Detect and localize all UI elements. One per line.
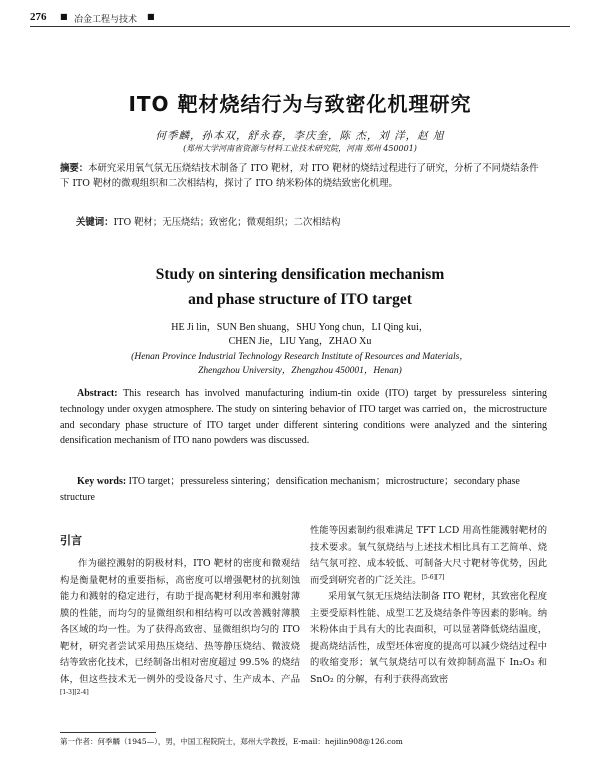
- page-number: 276: [30, 11, 47, 23]
- footnote-rule: [60, 732, 156, 733]
- english-keywords: [60, 474, 547, 506]
- english-title-line1: Study on sintering densification mechanism: [155, 266, 445, 283]
- left-citation-1: [1-3]: [60, 688, 75, 696]
- header-rule: [30, 26, 570, 27]
- body-left-paragraph: [60, 556, 300, 705]
- running-header: [30, 11, 570, 27]
- header-mark-right: ■: [147, 12, 155, 21]
- chinese-authors: 何季麟，孙本双，舒永春，李庆奎，陈 杰，刘 洋，赵 旭: [155, 130, 445, 142]
- left-citation-2: [2-4]: [74, 688, 89, 696]
- journal-name: 冶金工程与技术: [74, 15, 138, 25]
- right-citation-2: [7]: [435, 573, 445, 581]
- chinese-affiliation: (郑州大学河南省资源与材料工业技术研究院，河南 郑州 450001): [183, 144, 417, 153]
- english-abstract-label: Abstract:: [77, 388, 118, 399]
- body-right-column: [310, 523, 547, 688]
- footnote-author-info: 第一作者：何季麟（1945—），男，中国工程院院士，郑州大学教授，E-mail：hejilin908@126.com: [60, 737, 403, 746]
- chinese-keywords: [76, 214, 546, 228]
- left-paragraph-text: 作为磁控溅射的阴极材料，ITO 靶材的密度和微观结构是衡量靶材的重要指标，高密度可以增强靶材的抗刻蚀能力和溅射的稳定进行，有助于提高靶材利用率和溅射薄膜的性能，而均匀的显微组织和相结构可以改善溅射薄膜各区域的均一性。为了获得高致密、显微组织均匀的 ITO 靶材，研究者尝试采用热压烧结、热等静压烧结、微波烧结等致密化技术，已经制备出相对密度超过 99.5% 的烧结体，但这些技术无一例外的受设备尺寸、生产成本、产品: [60, 558, 300, 685]
- chinese-abstract: [60, 161, 545, 191]
- english-title: [0, 262, 600, 312]
- english-affiliation: [0, 350, 600, 378]
- header-mark-left: ■: [60, 12, 68, 21]
- chinese-title: ITO 靶材烧结行为与致密化机理研究: [128, 92, 472, 116]
- english-keywords-label: Key words:: [77, 476, 127, 487]
- chinese-abstract-text: 本研究采用氧气氛无压烧结技术制备了 ITO 靶材，对 ITO 靶材的烧结过程进行了研究，分析了不同烧结条件下 ITO 靶材的微观组织和二次相结构，探讨了 ITO 纳米粉体的烧结致密化机理。: [60, 163, 539, 189]
- english-authors: [0, 321, 600, 349]
- right-paragraph-1-text: 性能等因素制约很难满足 TFT LCD 用高性能溅射靶材的技术要求。氧气氛烧结与上述技术相比具有工艺简单、烧结气氛可控、成本较低、可制备大尺寸靶材等优势，因此而受到研究者的广泛关注。: [310, 525, 547, 586]
- english-affiliation-line1: (Henan Province Industrial Technology Research Institute of Resources and Materials，: [131, 352, 469, 362]
- body-right-paragraph-2: 采用氧气氛无压烧结法制备 ITO 靶材，其致密化程度主要受原料性能、成型工艺及烧结条件等因素的影响。纳米粉体由于具有大的比表面积，可以显著降低烧结温度，提高烧结活性，成型坯体密度的提高可以减少烧结过程中的收缩变形；氧气氛烧结可以有效抑制高温下 In₂O₃ 和 SnO₂ 的分解，有利于获得高致密: [310, 591, 547, 685]
- english-keywords-text: ITO target；pressureless sintering；densification mechanism；microstructure；secondary phase structure: [60, 476, 520, 503]
- chinese-keywords-label: 关键词：: [76, 217, 114, 228]
- body-left-column: [60, 556, 300, 705]
- english-abstract-text: This research has involved manufacturing indium-tin oxide (ITO) target by pressureless sintering technology under oxygen atmosphere. The study on sintering behavior of ITO target was carried on，the microstructure and secondary phase structure of ITO target under different sintering conditions were analyzed and the sintering densification mechanism of ITO nano powders was discussed.: [60, 388, 547, 447]
- english-title-line2: and phase structure of ITO target: [188, 291, 412, 308]
- chinese-abstract-label: 摘要：: [60, 163, 89, 174]
- english-affiliation-line2: Zhengzhou University，Zhengzhou 450001，Henan): [198, 366, 402, 376]
- body-right-paragraph-1: [310, 523, 547, 589]
- english-authors-line2: CHEN Jie，LIU Yang，ZHAO Xu: [228, 336, 372, 347]
- english-authors-line1: HE Ji lin，SUN Ben shuang，SHU Yong chun，LI Qing kui，: [171, 322, 429, 333]
- right-citation-1: [5-6]: [421, 573, 436, 581]
- english-abstract: [60, 386, 547, 449]
- section-heading-introduction: 引言: [60, 534, 82, 547]
- chinese-keywords-text: ITO 靶材；无压烧结；致密化；微观组织；二次相结构: [113, 217, 341, 228]
